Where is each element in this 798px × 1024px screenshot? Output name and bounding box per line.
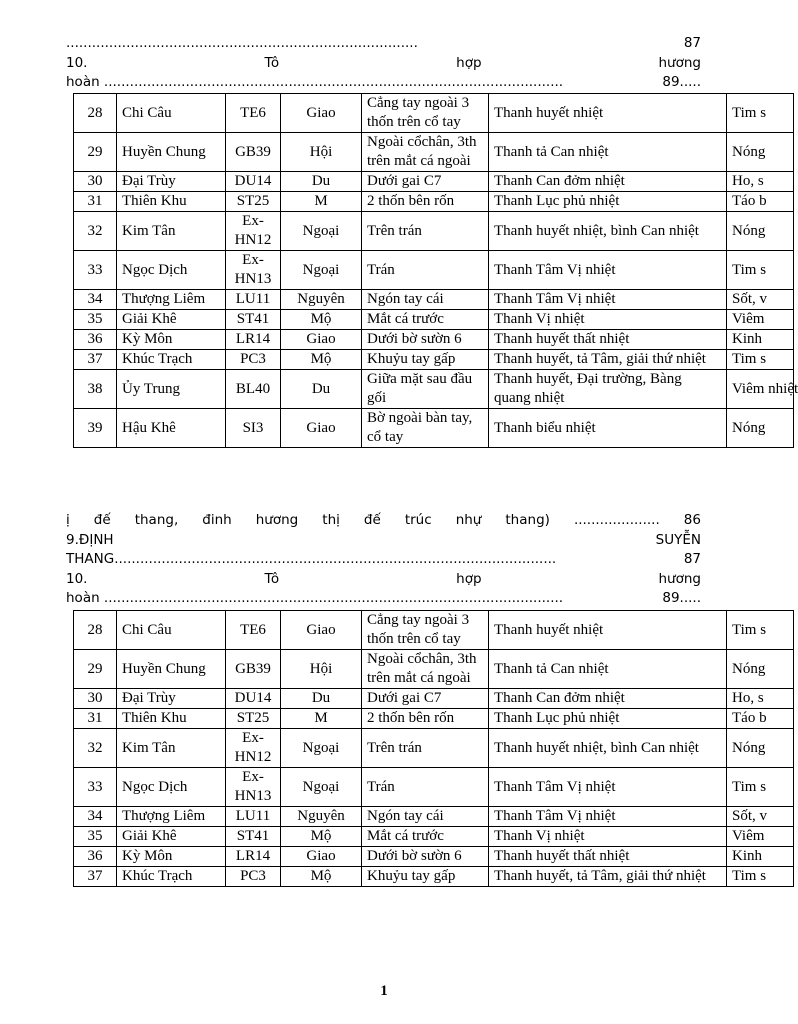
cell-location: Trên trán — [362, 729, 489, 768]
cell-point-type: Ngoại — [281, 212, 362, 251]
cell-location: Giữa mặt sau đầu gối — [362, 370, 489, 409]
cell-point-number: 33 — [74, 251, 117, 290]
cell-point-number: 32 — [74, 212, 117, 251]
cell-indication: Sốt, v — [727, 807, 794, 827]
table-row — [74, 310, 794, 330]
cell-action: Thanh tả Can nhiệt — [489, 133, 727, 172]
cell-location: Ngón tay cái — [362, 290, 489, 310]
cell-point-code: Ex-HN13 — [226, 251, 281, 290]
table-row — [74, 133, 794, 172]
table-row — [74, 370, 794, 409]
table-row — [74, 847, 794, 867]
cell-location: 2 thốn bên rốn — [362, 709, 489, 729]
cell-point-type: Du — [281, 370, 362, 409]
table-row — [74, 212, 794, 251]
acupoint-table-bottom — [73, 610, 794, 887]
cell-point-name: Ngọc Dịch — [117, 251, 226, 290]
cell-indication: Tim s — [727, 611, 794, 650]
cell-point-name: Thượng Liêm — [117, 290, 226, 310]
cell-point-type: Du — [281, 689, 362, 709]
cell-point-type: M — [281, 192, 362, 212]
cell-indication: Táo b — [727, 192, 794, 212]
cell-point-code: TE6 — [226, 611, 281, 650]
cell-point-name: Khúc Trạch — [117, 350, 226, 370]
cell-point-code: DU14 — [226, 172, 281, 192]
cell-indication: Nóng — [727, 650, 794, 689]
toc-word: 87 — [683, 551, 701, 567]
toc-word: thị — [322, 512, 340, 528]
cell-point-number: 35 — [74, 310, 117, 330]
acupoint-table-top — [73, 93, 798, 448]
cell-point-name: Kỳ Môn — [117, 847, 226, 867]
cell-point-name: Kim Tân — [117, 212, 226, 251]
cell-indication: Tim s — [727, 251, 794, 290]
toc-word: 10. — [66, 54, 88, 71]
cell-point-code: LU11 — [226, 807, 281, 827]
cell-point-type: Ngoại — [281, 768, 362, 807]
toc-word: hoàn ........................................................................................................... — [66, 74, 564, 90]
cell-point-number: 37 — [74, 350, 117, 370]
cell-action: Thanh tả Can nhiệt — [489, 650, 727, 689]
cell-point-type: Giao — [281, 847, 362, 867]
cell-point-number: 36 — [74, 330, 117, 350]
toc-word: 89..... — [662, 590, 701, 606]
toc-word: đinh — [202, 512, 232, 528]
cell-indication: Ho, s — [727, 689, 794, 709]
cell-location: Khuỷu tay gấp — [362, 867, 489, 887]
table-row — [74, 807, 794, 827]
cell-point-number: 30 — [74, 689, 117, 709]
cell-point-number: 32 — [74, 729, 117, 768]
cell-point-name: Đại Trùy — [117, 689, 226, 709]
cell-point-name: Giải Khê — [117, 310, 226, 330]
page-number: 1 — [380, 983, 388, 999]
cell-point-type: Mộ — [281, 310, 362, 330]
cell-point-code: LR14 — [226, 847, 281, 867]
cell-point-name: Khúc Trạch — [117, 867, 226, 887]
cell-location: Dưới bờ sườn 6 — [362, 847, 489, 867]
cell-indication: Táo b — [727, 709, 794, 729]
toc-word: thang) — [505, 512, 550, 528]
cell-location: Trên trán — [362, 212, 489, 251]
cell-point-code: ST25 — [226, 192, 281, 212]
cell-location: Mắt cá trước — [362, 827, 489, 847]
table-row — [74, 330, 794, 350]
toc-word: 87 — [683, 35, 701, 51]
cell-point-code: ST41 — [226, 827, 281, 847]
cell-location: Trán — [362, 251, 489, 290]
toc-word: thang, — [134, 512, 179, 528]
cell-location: Dưới gai C7 — [362, 172, 489, 192]
cell-indication: Viêm — [727, 310, 794, 330]
toc-word: .................... — [573, 512, 660, 528]
cell-point-name: Ủy Trung — [117, 370, 226, 409]
cell-point-type: Ngoại — [281, 729, 362, 768]
cell-location: Cẳng tay ngoài 3 thốn trên cổ tay — [362, 94, 489, 133]
toc-word: hương — [658, 570, 701, 587]
toc-word: ị — [66, 512, 70, 528]
toc-word: đế — [93, 512, 111, 528]
cell-point-name: Kỳ Môn — [117, 330, 226, 350]
cell-point-type: Giao — [281, 409, 362, 448]
cell-point-code: GB39 — [226, 133, 281, 172]
cell-point-code: Ex-HN13 — [226, 768, 281, 807]
toc-word: .................................................................................. — [66, 35, 418, 51]
cell-indication: Tim s — [727, 350, 794, 370]
cell-action: Thanh huyết nhiệt — [489, 94, 727, 133]
cell-indication: Ho, s — [727, 172, 794, 192]
cell-action: Thanh Lục phủ nhiệt — [489, 709, 727, 729]
table-row — [74, 650, 794, 689]
cell-point-code: Ex-HN12 — [226, 729, 281, 768]
cell-action: Thanh huyết thất nhiệt — [489, 330, 727, 350]
cell-point-name: Kim Tân — [117, 729, 226, 768]
cell-point-number: 31 — [74, 192, 117, 212]
cell-action: Thanh Vị nhiệt — [489, 310, 727, 330]
cell-action: Thanh Can đởm nhiệt — [489, 689, 727, 709]
table-row — [74, 172, 794, 192]
toc-word: THANG....................................................................................................... — [66, 551, 557, 567]
cell-indication: Sốt, v — [727, 290, 794, 310]
toc-word: Tô — [264, 570, 280, 587]
cell-point-code: DU14 — [226, 689, 281, 709]
cell-point-number: 39 — [74, 409, 117, 448]
toc-line — [66, 73, 701, 91]
table-row — [74, 729, 794, 768]
cell-point-type: Giao — [281, 94, 362, 133]
toc-word: 89..... — [662, 74, 701, 90]
cell-point-code: SI3 — [226, 409, 281, 448]
cell-indication: Tim s — [727, 94, 794, 133]
cell-action: Thanh huyết, tả Tâm, giải thứ nhiệt — [489, 350, 727, 370]
cell-action: Thanh Tâm Vị nhiệt — [489, 251, 727, 290]
cell-point-code: BL40 — [226, 370, 281, 409]
cell-location: 2 thốn bên rốn — [362, 192, 489, 212]
cell-point-number: 31 — [74, 709, 117, 729]
toc-line — [66, 589, 701, 607]
cell-point-number: 37 — [74, 867, 117, 887]
table-row — [74, 94, 794, 133]
toc-word: hoàn ........................................................................................................... — [66, 590, 564, 606]
cell-indication: Nóng — [727, 409, 794, 448]
table-row — [74, 350, 794, 370]
cell-indication: Viêm nhiệt — [727, 370, 794, 409]
cell-point-name: Thiên Khu — [117, 709, 226, 729]
cell-action: Thanh huyết nhiệt, bình Can nhiệt — [489, 729, 727, 768]
cell-point-number: 33 — [74, 768, 117, 807]
cell-location: Bờ ngoài bàn tay, cổ tay — [362, 409, 489, 448]
cell-location: Mắt cá trước — [362, 310, 489, 330]
cell-point-type: Du — [281, 172, 362, 192]
cell-point-code: LR14 — [226, 330, 281, 350]
table-row — [74, 689, 794, 709]
cell-location: Ngoài cổchân, 3th trên mắt cá ngoài — [362, 133, 489, 172]
cell-indication: Kinh — [727, 847, 794, 867]
cell-indication: Tim s — [727, 867, 794, 887]
table-row — [74, 611, 794, 650]
table-row — [74, 709, 794, 729]
cell-point-code: TE6 — [226, 94, 281, 133]
cell-point-name: Thiên Khu — [117, 192, 226, 212]
cell-point-name: Huyền Chung — [117, 650, 226, 689]
cell-location: Dưới gai C7 — [362, 689, 489, 709]
cell-action: Thanh huyết nhiệt — [489, 611, 727, 650]
toc-word: SUYỄN — [655, 531, 701, 548]
cell-point-code: ST25 — [226, 709, 281, 729]
cell-action: Thanh Tâm Vị nhiệt — [489, 290, 727, 310]
table-row — [74, 251, 794, 290]
toc-line — [66, 34, 701, 52]
toc-word: Tô — [264, 54, 280, 71]
cell-point-type: Mộ — [281, 827, 362, 847]
cell-point-code: Ex-HN12 — [226, 212, 281, 251]
cell-indication: Viêm — [727, 827, 794, 847]
table-row — [74, 409, 794, 448]
cell-indication: Nóng — [727, 729, 794, 768]
cell-action: Thanh Tâm Vị nhiệt — [489, 807, 727, 827]
cell-point-type: Nguyên — [281, 807, 362, 827]
toc-line — [66, 511, 701, 529]
toc-word: trúc — [404, 512, 432, 528]
cell-action: Thanh huyết thất nhiệt — [489, 847, 727, 867]
cell-point-name: Huyền Chung — [117, 133, 226, 172]
cell-point-number: 35 — [74, 827, 117, 847]
cell-point-name: Ngọc Dịch — [117, 768, 226, 807]
cell-point-code: ST41 — [226, 310, 281, 330]
table-row — [74, 290, 794, 310]
toc-word: đế — [363, 512, 381, 528]
cell-point-type: Ngoại — [281, 251, 362, 290]
cell-point-type: Nguyên — [281, 290, 362, 310]
table-row — [74, 867, 794, 887]
cell-point-number: 34 — [74, 807, 117, 827]
cell-action: Thanh huyết, Đại trường, Bàng quang nhiệt — [489, 370, 727, 409]
cell-action: Thanh Vị nhiệt — [489, 827, 727, 847]
cell-point-type: Giao — [281, 330, 362, 350]
cell-point-number: 36 — [74, 847, 117, 867]
toc-word: hương — [255, 512, 299, 528]
cell-point-number: 30 — [74, 172, 117, 192]
cell-location: Ngoài cổchân, 3th trên mắt cá ngoài — [362, 650, 489, 689]
cell-action: Thanh Lục phủ nhiệt — [489, 192, 727, 212]
table-row — [74, 768, 794, 807]
cell-point-code: PC3 — [226, 350, 281, 370]
cell-indication: Nóng — [727, 212, 794, 251]
toc-line — [66, 550, 701, 568]
cell-point-type: Mộ — [281, 350, 362, 370]
cell-action: Thanh Can đởm nhiệt — [489, 172, 727, 192]
cell-location: Ngón tay cái — [362, 807, 489, 827]
cell-point-code: LU11 — [226, 290, 281, 310]
cell-point-type: M — [281, 709, 362, 729]
toc-line — [66, 570, 701, 588]
cell-point-name: Chi Câu — [117, 94, 226, 133]
toc-line — [66, 54, 701, 72]
cell-location: Trán — [362, 768, 489, 807]
table-row — [74, 192, 794, 212]
cell-action: Thanh huyết, tả Tâm, giải thứ nhiệt — [489, 867, 727, 887]
toc-word: nhự — [455, 512, 482, 528]
cell-point-type: Mộ — [281, 867, 362, 887]
cell-point-number: 28 — [74, 94, 117, 133]
cell-point-code: GB39 — [226, 650, 281, 689]
cell-point-type: Hội — [281, 133, 362, 172]
cell-indication: Nóng — [727, 133, 794, 172]
toc-line — [66, 531, 701, 549]
cell-action: Thanh biểu nhiệt — [489, 409, 727, 448]
cell-point-number: 34 — [74, 290, 117, 310]
cell-point-number: 29 — [74, 133, 117, 172]
cell-location: Dưới bờ sườn 6 — [362, 330, 489, 350]
toc-word: 86 — [683, 512, 701, 528]
cell-action: Thanh Tâm Vị nhiệt — [489, 768, 727, 807]
toc-word: hợp — [456, 54, 482, 71]
cell-action: Thanh huyết nhiệt, bình Can nhiệt — [489, 212, 727, 251]
cell-point-name: Chi Câu — [117, 611, 226, 650]
cell-point-number: 38 — [74, 370, 117, 409]
cell-indication: Kinh — [727, 330, 794, 350]
cell-point-type: Giao — [281, 611, 362, 650]
cell-location: Cẳng tay ngoài 3 thốn trên cổ tay — [362, 611, 489, 650]
cell-point-name: Đại Trùy — [117, 172, 226, 192]
cell-location: Khuỷu tay gấp — [362, 350, 489, 370]
table-row — [74, 827, 794, 847]
toc-word: 10. — [66, 570, 88, 587]
toc-word: hợp — [456, 570, 482, 587]
cell-point-code: PC3 — [226, 867, 281, 887]
cell-point-type: Hội — [281, 650, 362, 689]
toc-word: hương — [658, 54, 701, 71]
cell-point-name: Thượng Liêm — [117, 807, 226, 827]
toc-word: 9.ĐỊNH — [66, 531, 114, 548]
cell-point-name: Giải Khê — [117, 827, 226, 847]
cell-indication: Tim s — [727, 768, 794, 807]
cell-point-name: Hậu Khê — [117, 409, 226, 448]
cell-point-number: 29 — [74, 650, 117, 689]
cell-point-number: 28 — [74, 611, 117, 650]
